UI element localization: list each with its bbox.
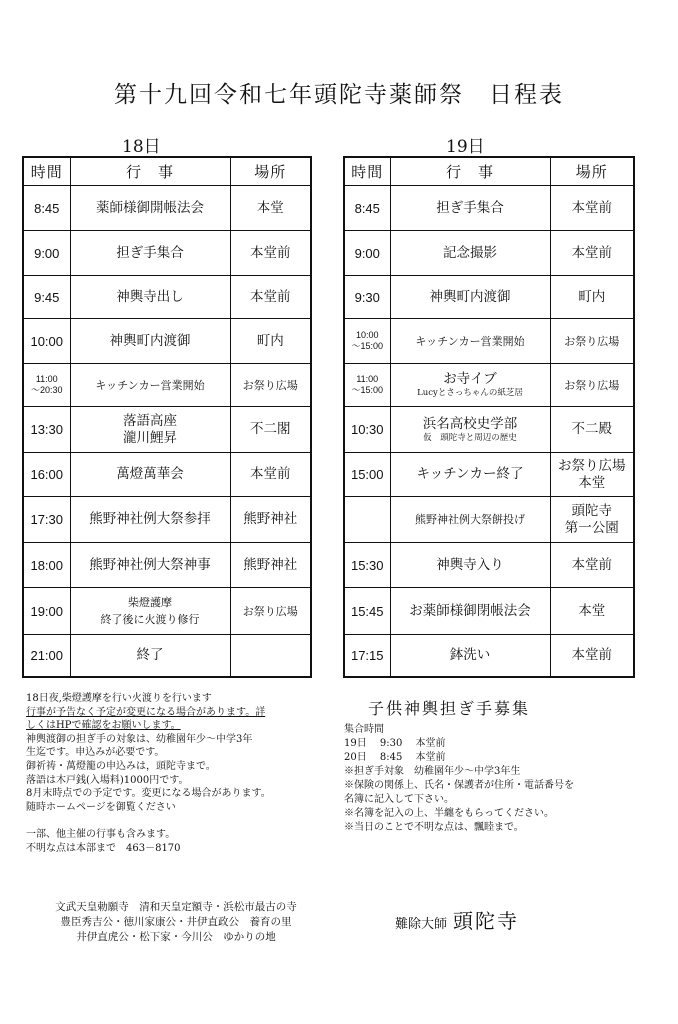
schedule-row xyxy=(344,186,634,231)
header-place: 場所 xyxy=(230,157,311,186)
page-title: 第十九回令和七年頭陀寺薬師祭 日程表 xyxy=(114,82,564,108)
note-line: 一部、他主催の行事も含みます。 xyxy=(26,828,176,840)
cell-place: 町内 xyxy=(230,319,311,364)
kids-recruit-title: 子供神輿担ぎ手募集 xyxy=(368,699,531,718)
note-line: 8月末時点での予定です。変更になる場合があります。 xyxy=(26,788,271,800)
note-line: 随時ホームページを御覧ください xyxy=(26,801,176,813)
schedule-row xyxy=(344,635,634,677)
schedule-row xyxy=(23,364,311,407)
cell-place: 本堂前 xyxy=(550,231,634,276)
schedule-row xyxy=(23,453,311,497)
cell-place: お祭り広場 xyxy=(230,588,311,635)
cell-event: お寺イブ Lucyとさっちゃんの紙芝居 xyxy=(390,364,550,407)
schedule-row xyxy=(344,276,634,319)
note-line: 神輿渡御の担ぎ手の対象は、幼稚園年少～中学3年 xyxy=(26,733,253,745)
schedule-row xyxy=(23,497,311,543)
cell-place: 本堂前 xyxy=(550,186,634,231)
cell-event: 熊野神社例大祭餅投げ xyxy=(390,497,550,543)
kids-line: 集合時間 xyxy=(344,724,384,735)
note-line: 行事が予告なく予定が変更になる場合があります。詳 xyxy=(26,706,266,718)
cell-time: 21:00 xyxy=(23,635,70,677)
cell-time: 16:00 xyxy=(23,453,70,497)
cell-event: キッチンカー終了 xyxy=(390,453,550,497)
cell-place: 不二殿 xyxy=(550,407,634,453)
cell-event: 担ぎ手集合 xyxy=(70,231,230,276)
cell-time: 9:00 xyxy=(344,231,390,276)
schedule-row xyxy=(344,497,634,543)
cell-time: 17:30 xyxy=(23,497,70,543)
temple-prefix: 難除大師 xyxy=(395,917,448,932)
schedule-row xyxy=(344,543,634,588)
cell-event: 薬師様御開帳法会 xyxy=(70,186,230,231)
header-event: 行 事 xyxy=(70,157,230,186)
schedule-table-day-19 xyxy=(343,156,635,678)
note-line: 落語は木戸銭(入場料)1000円です。 xyxy=(26,774,189,786)
day-19-label: 19日 xyxy=(446,137,485,157)
kids-line: 20日 8:45 本堂前 xyxy=(344,752,446,763)
cell-place: お祭り広場 xyxy=(550,319,634,364)
footer-line: 文武天皇勅願寺 清和天皇定額寺・浜松市最古の寺 xyxy=(55,901,297,913)
cell-place: 町内 xyxy=(550,276,634,319)
cell-time: 19:00 xyxy=(23,588,70,635)
cell-place: 本堂前 xyxy=(230,453,311,497)
cell-place: お祭り広場 本堂 xyxy=(550,453,634,497)
cell-place: 熊野神社 xyxy=(230,497,311,543)
cell-time: 10:00 ～15:00 xyxy=(344,319,390,364)
cell-time: 10:00 xyxy=(23,319,70,364)
footer-line: 豊臣秀吉公・徳川家康公・井伊直政公 養育の里 xyxy=(60,916,292,928)
cell-event-sub: 仮 頭陀寺と周辺の歴史 xyxy=(423,432,517,443)
cell-time: 15:30 xyxy=(344,543,390,588)
cell-time: 8:45 xyxy=(344,186,390,231)
note-line: 生迄です。申込みが必要です。 xyxy=(26,747,165,759)
cell-time: 15:00 xyxy=(344,453,390,497)
kids-line: 19日 9:30 本堂前 xyxy=(344,738,446,749)
schedule-row xyxy=(23,635,311,677)
cell-place: 本堂前 xyxy=(550,543,634,588)
kids-recruit-list xyxy=(344,723,574,835)
cell-event-sub: Lucyとさっちゃんの紙芝居 xyxy=(417,388,523,398)
schedule-row xyxy=(344,588,634,635)
cell-time: 9:45 xyxy=(23,276,70,319)
schedule-row xyxy=(344,453,634,497)
cell-time: 11:00 ～20:30 xyxy=(23,364,70,407)
kids-line: 名簿に記入して下さい。 xyxy=(344,794,454,805)
schedule-row xyxy=(344,407,634,453)
cell-time: 18:00 xyxy=(23,543,70,588)
kids-line: ※名簿を記入の上、半纏をもらってください。 xyxy=(344,808,554,819)
kids-line: ※保険の関係上、氏名・保護者が住所・電話番号を xyxy=(344,780,574,791)
cell-time: 10:30 xyxy=(344,407,390,453)
schedule-row xyxy=(344,319,634,364)
cell-time: 15:45 xyxy=(344,588,390,635)
cell-event: 熊野神社例大祭神事 xyxy=(70,543,230,588)
header-place: 場所 xyxy=(550,157,634,186)
cell-event: 浜名高校史学部 仮 頭陀寺と周辺の歴史 xyxy=(390,407,550,453)
schedule-row xyxy=(23,407,311,453)
cell-place xyxy=(230,635,311,677)
cell-place: 本堂前 xyxy=(550,635,634,677)
day-18-label: 18日 xyxy=(122,137,161,157)
schedule-table-day-18 xyxy=(22,156,312,678)
cell-place: 本堂前 xyxy=(230,231,311,276)
cell-place: 本堂 xyxy=(230,186,311,231)
schedule-row xyxy=(23,186,311,231)
cell-place: 本堂前 xyxy=(230,276,311,319)
note-line: しくはHPで確認をお願いします。 xyxy=(26,720,181,732)
cell-time: 13:30 xyxy=(23,407,70,453)
header-time: 時間 xyxy=(23,157,70,186)
schedule-row xyxy=(23,231,311,276)
cell-event: 神輿寺入り xyxy=(390,543,550,588)
cell-event: 神輿寺出し xyxy=(70,276,230,319)
cell-time: 8:45 xyxy=(23,186,70,231)
cell-event: 落語高座 瀧川鯉昇 xyxy=(70,407,230,453)
temple-footer xyxy=(26,900,326,945)
schedule-row xyxy=(23,319,311,364)
schedule-row xyxy=(344,231,634,276)
cell-place: 本堂 xyxy=(550,588,634,635)
note-line: 御祈祷・萬燈籠の申込みは，頭陀寺まで。 xyxy=(26,760,216,772)
cell-event: 終了 xyxy=(70,635,230,677)
cell-time: 9:30 xyxy=(344,276,390,319)
header-time: 時間 xyxy=(344,157,390,186)
cell-time: 11:00 ～15:00 xyxy=(344,364,390,407)
cell-event: 神輿町内渡御 xyxy=(390,276,550,319)
note-line: 18日夜,柴燈護摩を行い火渡りを行います xyxy=(26,693,212,704)
temple-signature xyxy=(395,905,519,934)
schedule-row xyxy=(344,364,634,407)
cell-event: 柴燈護摩 終了後に火渡り修行 xyxy=(70,588,230,635)
kids-line: ※担ぎ手対象 幼稚園年少～中学3年生 xyxy=(344,766,521,777)
header-event: 行 事 xyxy=(390,157,550,186)
cell-event: 神輿町内渡御 xyxy=(70,319,230,364)
cell-event: 萬燈萬華会 xyxy=(70,453,230,497)
cell-time: 17:15 xyxy=(344,635,390,677)
cell-place: お祭り広場 xyxy=(230,364,311,407)
note-line: 不明な点は本部まで 463－8170 xyxy=(26,842,181,854)
cell-time xyxy=(344,497,390,543)
footer-line: 井伊直虎公・松下家・今川公 ゆかりの地 xyxy=(76,931,276,943)
cell-place: 熊野神社 xyxy=(230,543,311,588)
cell-event: 鉢洗い xyxy=(390,635,550,677)
cell-place: 頭陀寺 第一公園 xyxy=(550,497,634,543)
cell-place: お祭り広場 xyxy=(550,364,634,407)
schedule-row xyxy=(23,588,311,635)
schedule-row xyxy=(23,276,311,319)
notes-list xyxy=(26,692,326,855)
cell-event: 熊野神社例大祭参拝 xyxy=(70,497,230,543)
note-line xyxy=(26,814,326,828)
cell-event: キッチンカー営業開始 xyxy=(70,364,230,407)
cell-time: 9:00 xyxy=(23,231,70,276)
cell-event: お薬師様御閉帳法会 xyxy=(390,588,550,635)
temple-name: 頭陀寺 xyxy=(453,909,520,933)
cell-event: 担ぎ手集合 xyxy=(390,186,550,231)
cell-event: 記念撮影 xyxy=(390,231,550,276)
cell-event: キッチンカー営業開始 xyxy=(390,319,550,364)
schedule-row xyxy=(23,543,311,588)
kids-line: ※当日のことで不明な点は、飄睦まで。 xyxy=(344,822,524,833)
cell-place: 不二閣 xyxy=(230,407,311,453)
